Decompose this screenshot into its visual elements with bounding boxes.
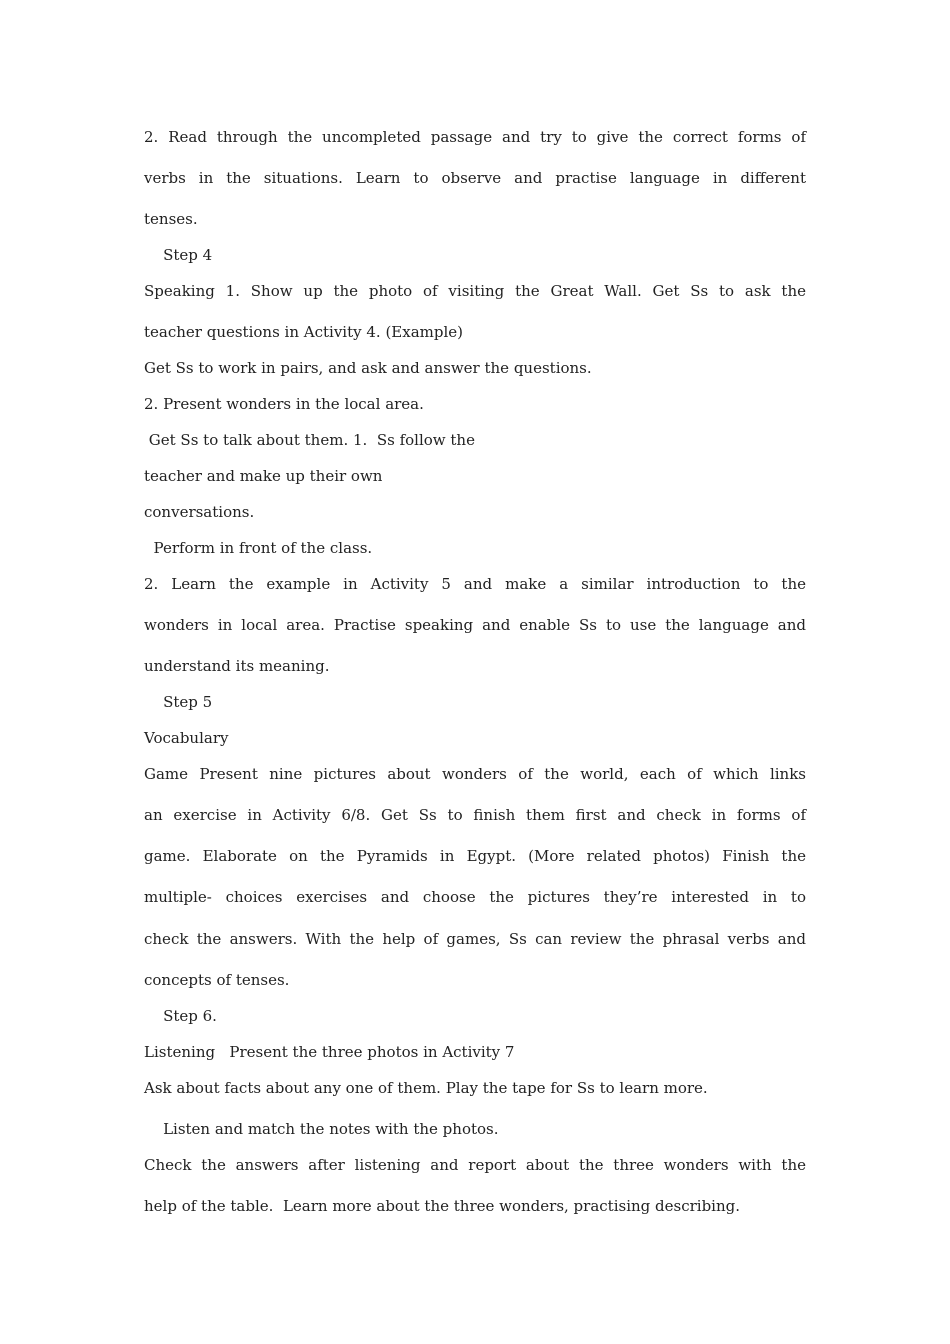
- text-line: Speaking 1. Show up the photo of visiting the Great Wall. Get Ss to ask the: [144, 282, 806, 300]
- text-line: tenses.: [144, 210, 198, 228]
- text-line: understand its meaning.: [144, 657, 330, 675]
- step-heading: Step 4: [144, 246, 213, 264]
- text-line: check the answers. With the help of games, Ss can review the phrasal verbs and: [144, 930, 806, 948]
- text-line: conversations.: [144, 503, 255, 521]
- text-line: Listen and match the notes with the photos.: [144, 1120, 499, 1138]
- text-line: Check the answers after listening and report about the three wonders with the: [144, 1156, 806, 1174]
- text-line: Get Ss to talk about them. 1. Ss follow the: [144, 431, 475, 449]
- step-heading: Step 5: [144, 693, 213, 711]
- text-line: Ask about facts about any one of them. Play the tape for Ss to learn more.: [144, 1079, 708, 1097]
- text-line: 2. Learn the example in Activity 5 and make a similar introduction to the: [144, 575, 806, 593]
- text-line: multiple- choices exercises and choose the pictures they’re interested in to: [144, 888, 806, 906]
- text-line: Game Present nine pictures about wonders of the world, each of which links: [144, 765, 806, 783]
- text-line: help of the table. Learn more about the three wonders, practising describing.: [144, 1197, 740, 1215]
- text-line: 2. Present wonders in the local area.: [144, 395, 424, 413]
- text-line: an exercise in Activity 6/8. Get Ss to finish them first and check in forms of: [144, 806, 806, 824]
- text-line: Perform in front of the class.: [144, 539, 373, 557]
- step-heading: Step 6.: [144, 1007, 217, 1025]
- text-line: 2. Read through the uncompleted passage and try to give the correct forms of: [144, 128, 806, 146]
- text-line: wonders in local area. Practise speaking and enable Ss to use the language and: [144, 616, 806, 634]
- text-line: teacher and make up their own: [144, 467, 383, 485]
- text-line: Listening Present the three photos in Activity 7: [144, 1043, 515, 1061]
- text-line: Vocabulary: [144, 729, 229, 747]
- text-line: game. Elaborate on the Pyramids in Egypt. (More related photos) Finish the: [144, 847, 806, 865]
- text-line: concepts of tenses.: [144, 971, 290, 989]
- text-line: Get Ss to work in pairs, and ask and answer the questions.: [144, 359, 592, 377]
- text-line: verbs in the situations. Learn to observe and practise language in different: [144, 169, 806, 187]
- text-line: teacher questions in Activity 4. (Example): [144, 323, 464, 341]
